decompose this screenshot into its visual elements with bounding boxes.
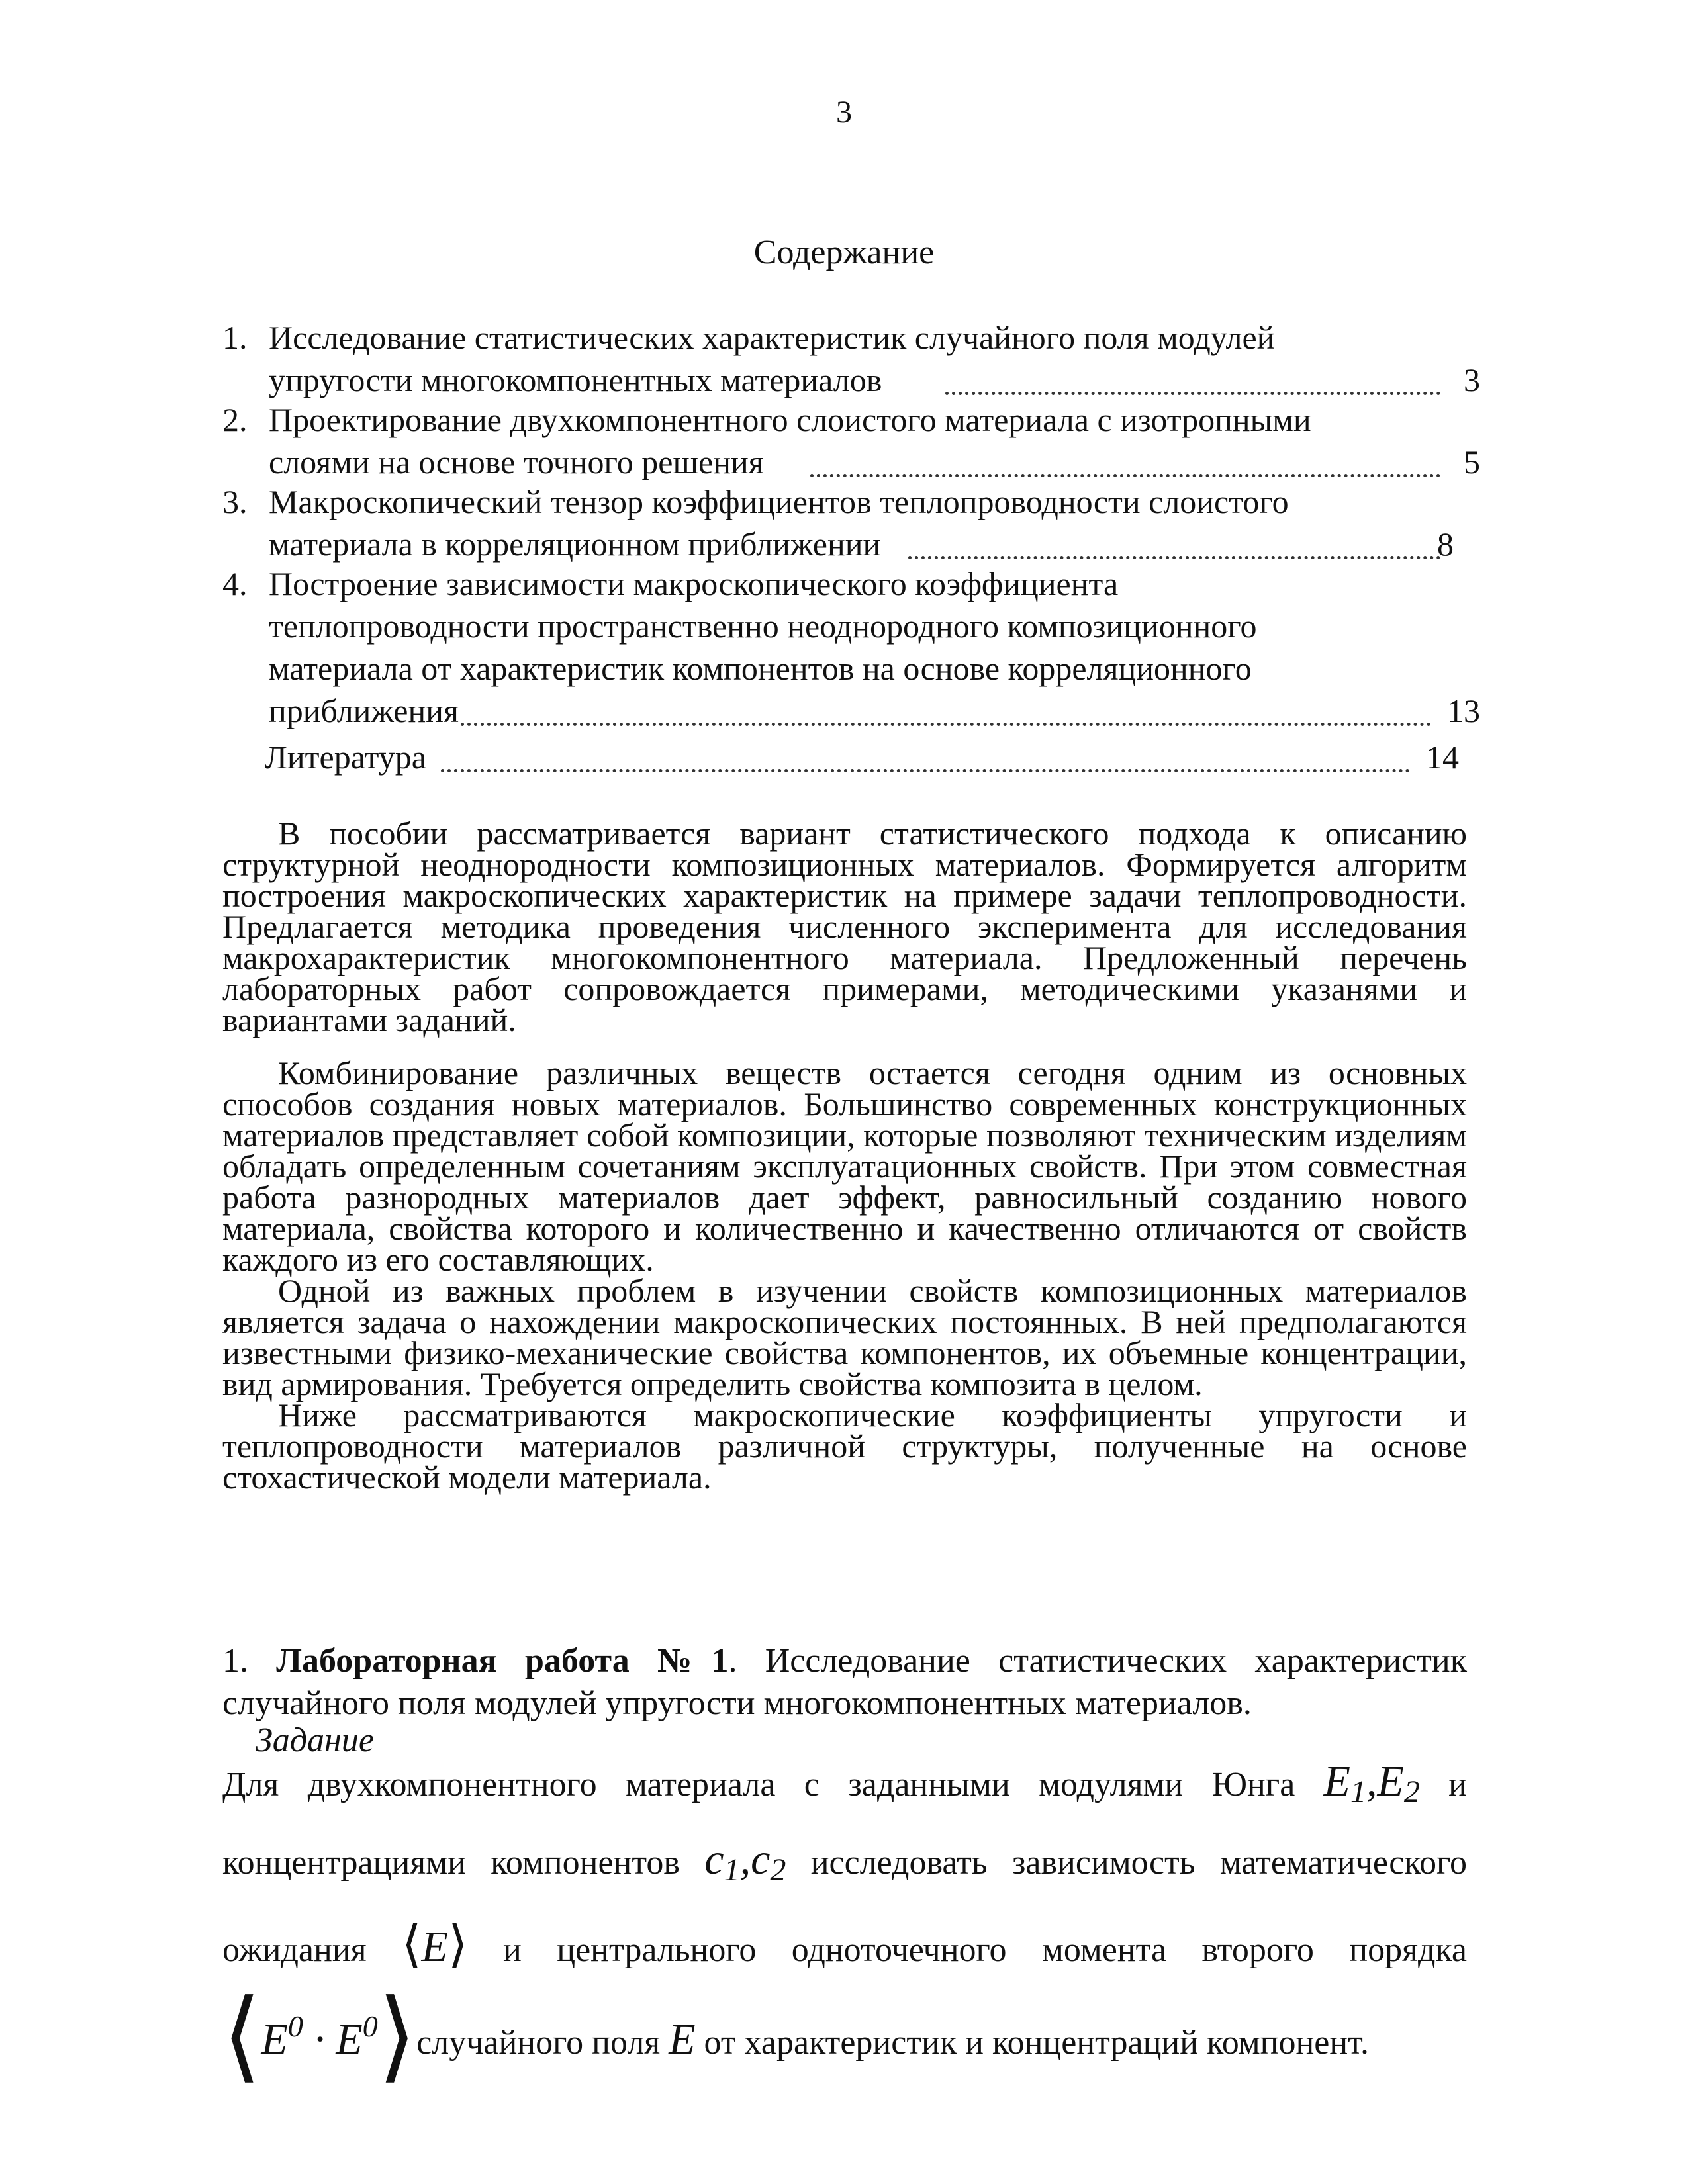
toc-item-1[interactable] — [222, 316, 1480, 401]
formula-c1-c2: $c_1,c_2$ — [704, 1835, 786, 1888]
toc-item-line: Макроскопический тензор коэффициентов теплопроводности слоистого — [269, 483, 1289, 520]
formula-second-moment: $⟨E^0$ · $E^0⟩$ — [222, 1981, 417, 2091]
toc-item-literature[interactable] — [265, 736, 1459, 778]
formula-e: E — [669, 2015, 696, 2064]
lab-heading — [222, 1640, 1467, 1725]
toc-leader — [908, 556, 1440, 559]
task-line: концентрациями компонентов $c_1,c_2$ исследовать зависимость математического — [222, 1835, 1467, 1888]
formula-e1-e2: $E_1,E_2$ — [1323, 1757, 1420, 1809]
page-number: 3 — [836, 95, 852, 130]
toc-item-number: 2. — [222, 401, 248, 438]
toc-item-number: 3. — [222, 483, 248, 520]
toc-leader — [810, 474, 1440, 477]
toc-leader — [461, 723, 1431, 726]
toc-page-number: 14 — [1426, 739, 1459, 776]
toc-item-number: 4. — [222, 565, 248, 602]
intro-paragraph: Ниже рассматриваются макроскопические коэффициенты упругости и теплопроводности материалов различной структуры, полученные на основе стохастической модели материала. — [222, 1396, 1467, 1496]
lab-title: . Исследование статистических характеристик случайного поля модулей упругости многокомпонентных материалов. — [222, 1642, 1468, 1722]
toc-leader — [945, 392, 1440, 395]
lab-label: Лабораторная работа №1 — [276, 1642, 729, 1680]
intro-paragraph: Комбинирование различных веществ остается сегодня одним из основных способов создания новых материалов. Большинство современных конструкционных материалов представляет собой композиции, которые позволяют техническим изделиям обладать определенным сочетаниям эксплуатационных свойств. При этом совместная работа разнородных материалов дает эффект, равносильный созданию нового материала, свойства которого и количественно и качественно отличаются от свойств каждого из его составляющих. — [222, 1054, 1467, 1278]
toc-page-number: 5 — [1464, 443, 1480, 480]
toc-leader — [441, 769, 1410, 772]
toc-item-line: Построение зависимости макроскопического коэффициента — [269, 565, 1119, 602]
toc-page-number: 13 — [1447, 692, 1480, 729]
lab-number: 1. — [222, 1642, 248, 1680]
toc-item-line: теплопроводности пространственно неоднородного композиционного — [269, 608, 1257, 645]
toc-page-number: 3 — [1464, 361, 1480, 398]
task-label: Задание — [256, 1721, 374, 1759]
toc-literature-label: Литература — [265, 739, 426, 776]
toc-item-line: материала в корреляционном приближении — [269, 525, 881, 563]
task-line: ожидания ⟨E⟩ и центрального одноточечного момента второго порядка — [222, 1917, 1468, 1972]
toc-page-number: 8 — [1437, 525, 1454, 563]
toc-item-line: материала от характеристик компонентов на основе корреляционного — [269, 650, 1252, 687]
toc-item-2[interactable] — [222, 398, 1480, 483]
formula-expectation: ⟨E⟩ — [401, 1917, 468, 1972]
toc-title: Содержание — [753, 234, 935, 271]
toc-item-4[interactable] — [222, 563, 1480, 732]
task-line: Для двухкомпонентного материала с заданными модулями Юнга $E_1,E_2$ и — [222, 1757, 1467, 1809]
toc-item-line: слоями на основе точного решения — [269, 443, 764, 480]
toc-item-line: приближения — [269, 692, 459, 729]
toc-item-number: 1. — [222, 319, 248, 356]
toc-item-line: упругости многокомпонентных материалов — [269, 361, 882, 398]
abstract-text: В пособии рассматривается вариант статистического подхода к описанию структурной неоднородности композиционных материалов. Формируется алгоритм построения макроскопических характеристик на примере задачи теплопроводности. Предлагается методика проведения численного эксперимента для исследования макрохарактеристик многокомпонентного материала. Предложенный перечень лабораторных работ сопровождается примерами, методическими указанями и вариантами заданий. — [222, 815, 1467, 1038]
toc-item-line: Исследование статистических характеристик случайного поля модулей — [269, 319, 1275, 356]
task-line: $⟨E^0$ · $E^0⟩случайного$ поля E от характеристик и концентраций компонент. — [222, 1981, 1369, 2091]
intro-paragraph: Одной из важных проблем в изучении свойств композиционных материалов является задача о нахождении макроскопических постоянных. В ней предполагаются известными физико-механические свойства компонентов, их объемные концентрации, вид армирования. Требуется определить свойства композита в целом. — [222, 1272, 1467, 1402]
abstract-paragraph — [222, 815, 1467, 1038]
toc-item-3[interactable] — [222, 480, 1480, 565]
intro-section — [222, 1054, 1467, 1496]
toc-item-line: Проектирование двухкомпонентного слоистого материала с изотропными — [269, 401, 1311, 438]
